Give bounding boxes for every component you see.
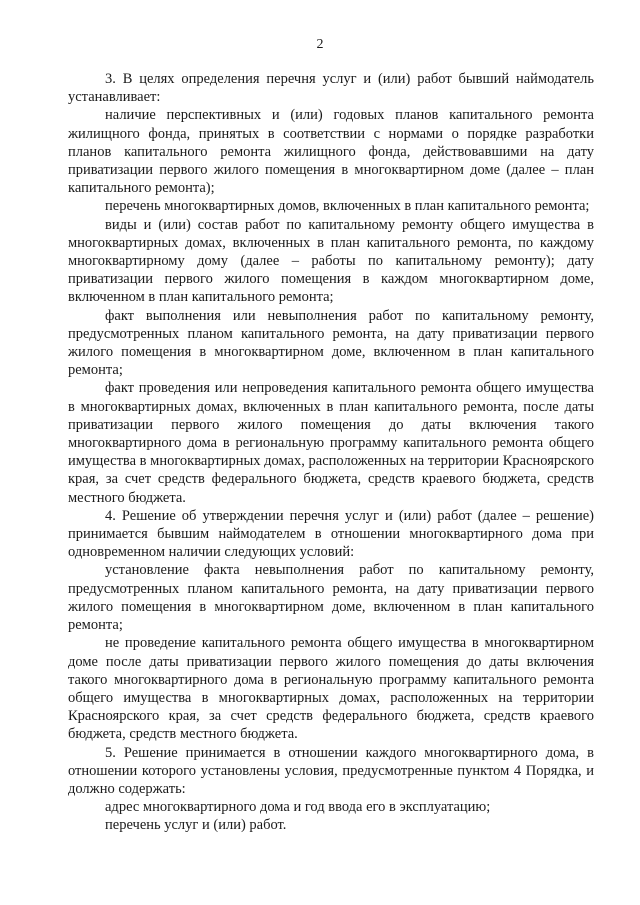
document-body <box>68 70 594 835</box>
paragraph-repair-conduct-fact: факт проведения или непроведения капитального ремонта общего имущества в многоквартирных домах, включенных в план капитального ремонта, после даты приватизации первого жилого помещения до даты включения такого многоквартирного дома в региональную программу капитального ремонта общего имущества в многоквартирных домах, расположенных на территории Красноярского края, за счет средств федерального бюджета, средств краевого бюджета, средств местного бюджета. <box>68 380 594 506</box>
paragraph-item-3-intro: 3. В целях определения перечня услуг и (или) работ бывший наймодатель устанавливает: <box>68 71 594 106</box>
paragraph-services-list: перечень услуг и (или) работ. <box>105 817 287 834</box>
page-number: 2 <box>316 37 324 52</box>
paragraph-condition-non-completion: установление факта невыполнения работ по капитальному ремонту, предусмотренных планом капитального ремонта, на дату приватизации первого жилого помещения в многоквартирном доме, включенном в план капитального ремонта; <box>68 562 594 634</box>
paragraph-work-types: виды и (или) состав работ по капитальному ремонту общего имущества в многоквартирных домах, включенных в план капитального ремонта, по каждому многоквартирному дому (далее – работы по капитальному ремонту); дату приватизации первого жилого помещения в каждом многоквартирном доме, включенном в план капитального ремонта; <box>68 216 594 306</box>
paragraph-work-completion-fact: факт выполнения или невыполнения работ по капитальному ремонту, предусмотренных планом капитального ремонта, на дату приватизации первого жилого помещения в многоквартирном доме, включенном в план капитального ремонта; <box>68 307 594 379</box>
paragraph-item-4-decision: 4. Решение об утверждении перечня услуг и (или) работ (далее – решение) принимается бывшим наймодателем в отношении многоквартирного дома при одновременном наличии следующих условий: <box>68 507 594 561</box>
paragraph-condition-non-conduct: не проведение капитального ремонта общего имущества в многоквартирном доме после даты приватизации первого жилого помещения до даты включения такого многоквартирного дома в региональную программу капитального ремонта общего имущества в многоквартирных домах, расположенных на территории Красноярского края, за счет средств федерального бюджета, средств краевого бюджета, средств местного бюджета. <box>68 635 594 743</box>
paragraph-building-list: перечень многоквартирных домов, включенных в план капитального ремонта; <box>105 198 590 215</box>
paragraph-building-address: адрес многоквартирного дома и год ввода его в эксплуатацию; <box>105 799 491 816</box>
paragraph-capital-repair-plans: наличие перспективных и (или) годовых планов капитального ремонта жилищного фонда, принятых в соответствии с нормами о порядке разработки планов капитального ремонта жилищного фонда, действовавшими на дату приватизации первого жилого помещения в многоквартирном доме (далее – план капитального ремонта); <box>68 107 594 197</box>
paragraph-item-5-decision-content: 5. Решение принимается в отношении каждого многоквартирного дома, в отношении которого установлены условия, предусмотренные пунктом 4 Порядка, и должно содержать: <box>68 744 594 797</box>
